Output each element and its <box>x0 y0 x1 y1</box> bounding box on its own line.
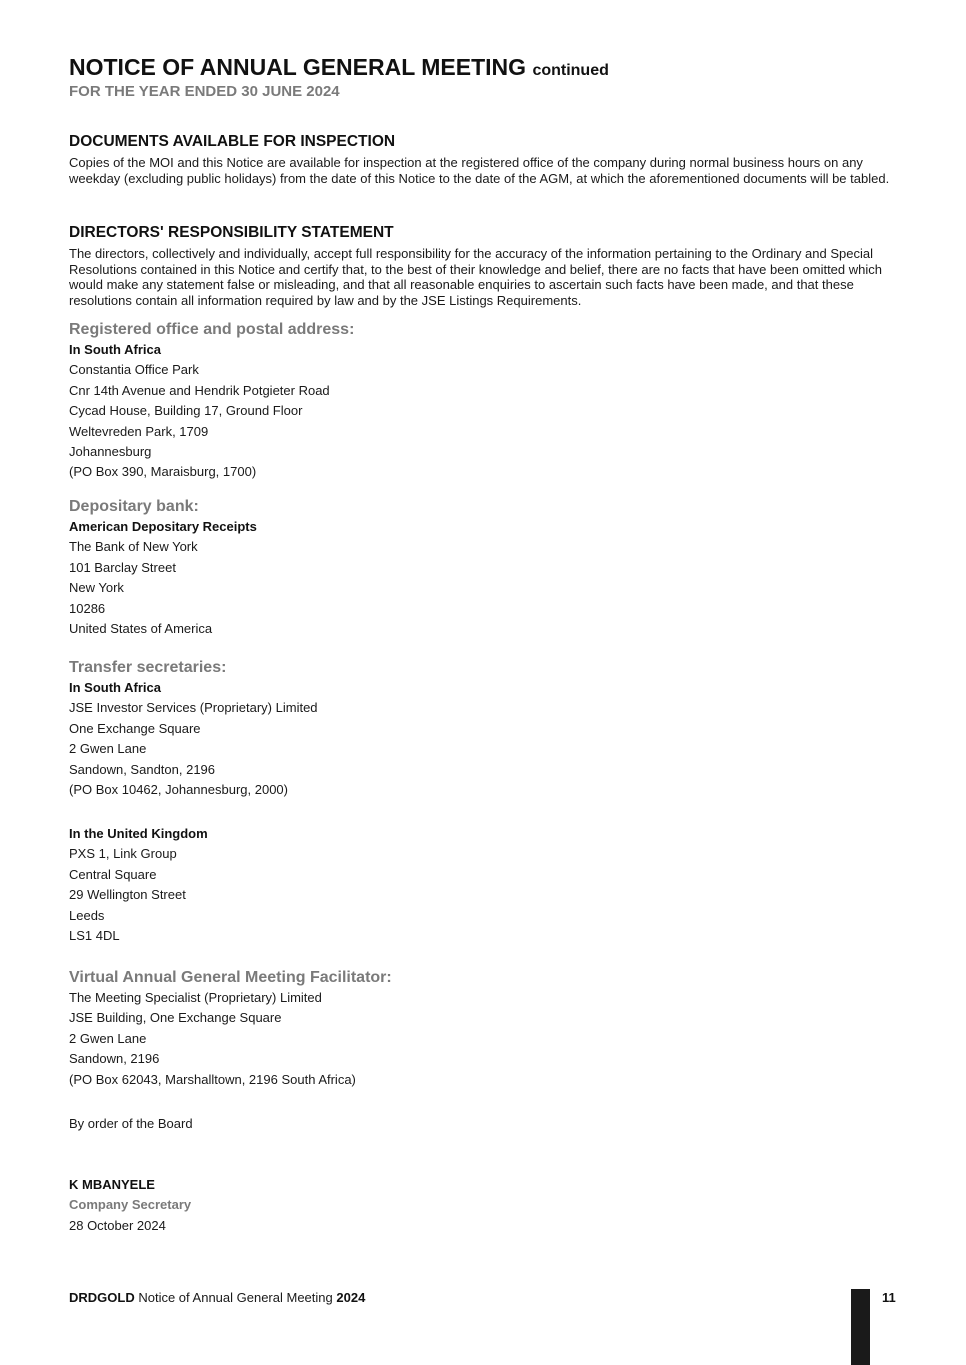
page-footer <box>69 1290 365 1305</box>
transfer-uk-address <box>69 844 208 946</box>
address-line: Sandown, 2196 <box>69 1051 160 1067</box>
page-number: 11 <box>882 1290 896 1305</box>
page-marker-bar <box>851 1289 870 1365</box>
responsibility-body: The directors, collectively and individually, accept full responsibility for the accuracy of the information pertaining to the Ordinary and Special Resolutions contained in this Notice and certify that, to the best of their knowledge and belief, there are no facts that have been omitted which would make any statement false or misleading, and that all reasonable enquiries to ascertain such facts have been made, and that these resolutions contain all information required by law and by the JSE Listings Requirements. <box>69 246 882 308</box>
transfer-secretaries-heading: Transfer secretaries: <box>69 659 227 676</box>
depositary-bank-heading: Depositary bank: <box>69 498 199 515</box>
title-suffix: continued <box>532 62 609 79</box>
address-line: Leeds <box>69 907 105 923</box>
depositary-bank-block <box>69 497 257 639</box>
registered-office-block <box>69 320 354 483</box>
secretary-name: K MBANYELE <box>69 1177 155 1192</box>
documents-section <box>69 133 899 186</box>
address-line: (PO Box 62043, Marshalltown, 2196 South Africa) <box>69 1071 356 1087</box>
address-line: LS1 4DL <box>69 927 120 943</box>
transfer-uk-region: In the United Kingdom <box>69 826 208 841</box>
address-line: JSE Investor Services (Proprietary) Limited <box>69 700 318 716</box>
registered-office-heading: Registered office and postal address: <box>69 321 355 338</box>
documents-heading: DOCUMENTS AVAILABLE FOR INSPECTION <box>69 133 396 150</box>
footer-year: 2024 <box>336 1290 366 1305</box>
responsibility-heading: DIRECTORS' RESPONSIBILITY STATEMENT <box>69 224 394 241</box>
address-line: Central Square <box>69 866 157 882</box>
address-line: Constantia Office Park <box>69 362 199 378</box>
address-line: Cycad House, Building 17, Ground Floor <box>69 403 303 419</box>
secretary-role: Company Secretary <box>69 1197 192 1213</box>
title-text: NOTICE OF ANNUAL GENERAL MEETING <box>69 54 527 80</box>
footer-doc-title: Notice of Annual General Meeting <box>138 1290 333 1305</box>
depositary-bank-address <box>69 537 257 639</box>
address-line: Sandown, Sandton, 2196 <box>69 761 216 777</box>
address-line: 10286 <box>69 600 106 616</box>
virtual-agm-heading: Virtual Annual General Meeting Facilitator: <box>69 969 392 986</box>
transfer-uk-block <box>69 824 208 946</box>
documents-body: Copies of the MOI and this Notice are available for inspection at the registered office of the company during normal business hours on any weekday (excluding public holidays) from the date of this Notice to the date of the AGM, at which the aforementioned documents will be tabled. <box>69 155 890 186</box>
address-line: Cnr 14th Avenue and Hendrik Potgieter Road <box>69 382 330 398</box>
transfer-sa-address <box>69 698 318 800</box>
transfer-secretaries-block <box>69 658 318 800</box>
address-line: The Meeting Specialist (Proprietary) Limited <box>69 990 322 1005</box>
address-line: (PO Box 10462, Johannesburg, 2000) <box>69 781 288 797</box>
address-line: 29 Wellington Street <box>69 887 186 903</box>
address-line: (PO Box 390, Maraisburg, 1700) <box>69 464 257 480</box>
address-line: One Exchange Square <box>69 720 201 736</box>
page-subtitle: FOR THE YEAR ENDED 30 JUNE 2024 <box>69 83 340 100</box>
registered-office-region: In South Africa <box>69 342 161 357</box>
address-line: PXS 1, Link Group <box>69 846 177 862</box>
virtual-agm-address <box>69 988 392 1090</box>
transfer-sa-region: In South Africa <box>69 680 161 695</box>
page-title <box>69 54 609 81</box>
address-line: Johannesburg <box>69 443 152 459</box>
address-line: The Bank of New York <box>69 539 198 555</box>
address-line: 101 Barclay Street <box>69 559 176 575</box>
address-line: 2 Gwen Lane <box>69 741 147 757</box>
address-line: United States of America <box>69 620 213 636</box>
address-line: JSE Building, One Exchange Square <box>69 1010 282 1026</box>
depositary-bank-subheading: American Depositary Receipts <box>69 519 257 534</box>
virtual-agm-block <box>69 968 392 1090</box>
registered-office-address <box>69 360 354 482</box>
address-line: New York <box>69 580 124 596</box>
signature-block <box>69 1175 191 1236</box>
address-line: Weltevreden Park, 1709 <box>69 423 209 439</box>
address-line: 2 Gwen Lane <box>69 1030 147 1046</box>
by-order-text: By order of the Board <box>69 1116 193 1131</box>
responsibility-section <box>69 224 899 308</box>
footer-brand: DRDGOLD <box>69 1290 135 1305</box>
signature-date: 28 October 2024 <box>69 1217 166 1233</box>
